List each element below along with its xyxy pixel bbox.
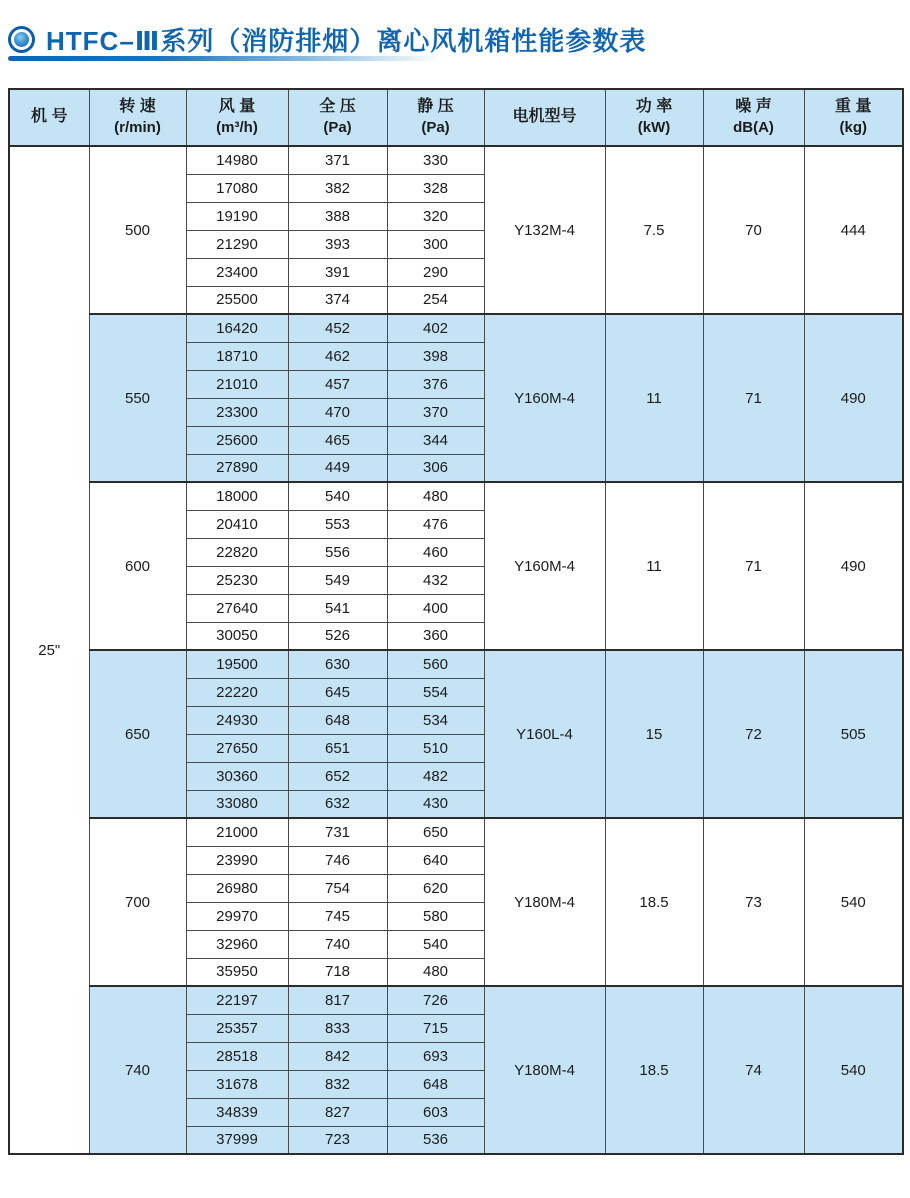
total-pressure-cell: 754: [288, 874, 387, 902]
speed-cell: 740: [89, 986, 186, 1154]
total-pressure-cell: 842: [288, 1042, 387, 1070]
column-header: 电机型号: [484, 89, 605, 146]
page-title-row: [8, 21, 646, 58]
static-pressure-cell: 328: [387, 174, 484, 202]
static-pressure-cell: 603: [387, 1098, 484, 1126]
total-pressure-cell: 540: [288, 482, 387, 510]
air-volume-cell: 22220: [186, 678, 288, 706]
total-pressure-cell: 374: [288, 286, 387, 314]
column-header: 机 号: [9, 89, 89, 146]
weight-cell: 490: [804, 482, 903, 650]
speed-cell: 650: [89, 650, 186, 818]
motor-model-cell: Y180M-4: [484, 986, 605, 1154]
static-pressure-cell: 510: [387, 734, 484, 762]
table-header: [9, 89, 903, 146]
air-volume-cell: 30360: [186, 762, 288, 790]
air-volume-cell: 31678: [186, 1070, 288, 1098]
total-pressure-cell: 723: [288, 1126, 387, 1154]
column-header: 风 量 (m³/h): [186, 89, 288, 146]
total-pressure-cell: 648: [288, 706, 387, 734]
weight-cell: 444: [804, 146, 903, 314]
noise-cell: 70: [703, 146, 804, 314]
motor-model-cell: Y160M-4: [484, 482, 605, 650]
table-row: [9, 146, 903, 174]
speed-cell: 550: [89, 314, 186, 482]
power-cell: 7.5: [605, 146, 703, 314]
total-pressure-cell: 549: [288, 566, 387, 594]
air-volume-cell: 23400: [186, 258, 288, 286]
noise-cell: 73: [703, 818, 804, 986]
static-pressure-cell: 360: [387, 622, 484, 650]
air-volume-cell: 22820: [186, 538, 288, 566]
air-volume-cell: 25357: [186, 1014, 288, 1042]
static-pressure-cell: 640: [387, 846, 484, 874]
power-cell: 18.5: [605, 818, 703, 986]
total-pressure-cell: 652: [288, 762, 387, 790]
weight-cell: 505: [804, 650, 903, 818]
air-volume-cell: 23990: [186, 846, 288, 874]
motor-model-cell: Y160L-4: [484, 650, 605, 818]
air-volume-cell: 21290: [186, 230, 288, 258]
air-volume-cell: 32960: [186, 930, 288, 958]
total-pressure-cell: 371: [288, 146, 387, 174]
air-volume-cell: 29970: [186, 902, 288, 930]
total-pressure-cell: 526: [288, 622, 387, 650]
total-pressure-cell: 740: [288, 930, 387, 958]
total-pressure-cell: 731: [288, 818, 387, 846]
total-pressure-cell: 452: [288, 314, 387, 342]
table-row: [9, 986, 903, 1014]
total-pressure-cell: 462: [288, 342, 387, 370]
static-pressure-cell: 402: [387, 314, 484, 342]
total-pressure-cell: 630: [288, 650, 387, 678]
total-pressure-cell: 833: [288, 1014, 387, 1042]
air-volume-cell: 16420: [186, 314, 288, 342]
air-volume-cell: 37999: [186, 1126, 288, 1154]
static-pressure-cell: 560: [387, 650, 484, 678]
total-pressure-cell: 553: [288, 510, 387, 538]
column-header: 转 速 (r/min): [89, 89, 186, 146]
motor-model-cell: Y160M-4: [484, 314, 605, 482]
header-row: [9, 89, 903, 146]
static-pressure-cell: 650: [387, 818, 484, 846]
title-underline-rule: [8, 56, 442, 61]
static-pressure-cell: 620: [387, 874, 484, 902]
static-pressure-cell: 580: [387, 902, 484, 930]
column-header: 全 压 (Pa): [288, 89, 387, 146]
double-circle-bullet-icon: [8, 26, 35, 53]
static-pressure-cell: 476: [387, 510, 484, 538]
total-pressure-cell: 541: [288, 594, 387, 622]
static-pressure-cell: 330: [387, 146, 484, 174]
speed-cell: 700: [89, 818, 186, 986]
table-row: [9, 482, 903, 510]
air-volume-cell: 25600: [186, 426, 288, 454]
static-pressure-cell: 400: [387, 594, 484, 622]
air-volume-cell: 19500: [186, 650, 288, 678]
noise-cell: 71: [703, 314, 804, 482]
total-pressure-cell: 393: [288, 230, 387, 258]
total-pressure-cell: 556: [288, 538, 387, 566]
air-volume-cell: 20410: [186, 510, 288, 538]
total-pressure-cell: 718: [288, 958, 387, 986]
noise-cell: 72: [703, 650, 804, 818]
static-pressure-cell: 430: [387, 790, 484, 818]
column-header: 功 率 (kW): [605, 89, 703, 146]
total-pressure-cell: 651: [288, 734, 387, 762]
air-volume-cell: 17080: [186, 174, 288, 202]
static-pressure-cell: 432: [387, 566, 484, 594]
total-pressure-cell: 827: [288, 1098, 387, 1126]
static-pressure-cell: 693: [387, 1042, 484, 1070]
total-pressure-cell: 746: [288, 846, 387, 874]
static-pressure-cell: 480: [387, 958, 484, 986]
air-volume-cell: 21000: [186, 818, 288, 846]
air-volume-cell: 27890: [186, 454, 288, 482]
air-volume-cell: 18710: [186, 342, 288, 370]
air-volume-cell: 34839: [186, 1098, 288, 1126]
speed-cell: 500: [89, 146, 186, 314]
static-pressure-cell: 648: [387, 1070, 484, 1098]
table-body: [9, 146, 903, 1154]
air-volume-cell: 35950: [186, 958, 288, 986]
total-pressure-cell: 388: [288, 202, 387, 230]
air-volume-cell: 28518: [186, 1042, 288, 1070]
static-pressure-cell: 306: [387, 454, 484, 482]
air-volume-cell: 30050: [186, 622, 288, 650]
table-row: [9, 314, 903, 342]
static-pressure-cell: 726: [387, 986, 484, 1014]
static-pressure-cell: 254: [387, 286, 484, 314]
total-pressure-cell: 632: [288, 790, 387, 818]
air-volume-cell: 19190: [186, 202, 288, 230]
air-volume-cell: 22197: [186, 986, 288, 1014]
static-pressure-cell: 480: [387, 482, 484, 510]
total-pressure-cell: 449: [288, 454, 387, 482]
static-pressure-cell: 482: [387, 762, 484, 790]
speed-cell: 600: [89, 482, 186, 650]
motor-model-cell: Y180M-4: [484, 818, 605, 986]
static-pressure-cell: 344: [387, 426, 484, 454]
machine-no-cell: 25": [9, 146, 89, 1154]
total-pressure-cell: 465: [288, 426, 387, 454]
weight-cell: 490: [804, 314, 903, 482]
page-title: HTFC–Ⅲ系列（消防排烟）离心风机箱性能参数表: [46, 26, 647, 56]
air-volume-cell: 23300: [186, 398, 288, 426]
air-volume-cell: 21010: [186, 370, 288, 398]
weight-cell: 540: [804, 986, 903, 1154]
column-header: 噪 声 dB(A): [703, 89, 804, 146]
air-volume-cell: 25230: [186, 566, 288, 594]
power-cell: 18.5: [605, 986, 703, 1154]
total-pressure-cell: 832: [288, 1070, 387, 1098]
static-pressure-cell: 715: [387, 1014, 484, 1042]
air-volume-cell: 25500: [186, 286, 288, 314]
air-volume-cell: 18000: [186, 482, 288, 510]
table-row: [9, 650, 903, 678]
air-volume-cell: 33080: [186, 790, 288, 818]
static-pressure-cell: 290: [387, 258, 484, 286]
noise-cell: 71: [703, 482, 804, 650]
static-pressure-cell: 300: [387, 230, 484, 258]
static-pressure-cell: 534: [387, 706, 484, 734]
power-cell: 11: [605, 314, 703, 482]
static-pressure-cell: 536: [387, 1126, 484, 1154]
total-pressure-cell: 645: [288, 678, 387, 706]
total-pressure-cell: 391: [288, 258, 387, 286]
column-header: 静 压 (Pa): [387, 89, 484, 146]
static-pressure-cell: 540: [387, 930, 484, 958]
weight-cell: 540: [804, 818, 903, 986]
total-pressure-cell: 457: [288, 370, 387, 398]
static-pressure-cell: 398: [387, 342, 484, 370]
total-pressure-cell: 470: [288, 398, 387, 426]
table-row: [9, 818, 903, 846]
air-volume-cell: 24930: [186, 706, 288, 734]
power-cell: 15: [605, 650, 703, 818]
air-volume-cell: 27650: [186, 734, 288, 762]
static-pressure-cell: 370: [387, 398, 484, 426]
air-volume-cell: 14980: [186, 146, 288, 174]
static-pressure-cell: 376: [387, 370, 484, 398]
total-pressure-cell: 817: [288, 986, 387, 1014]
power-cell: 11: [605, 482, 703, 650]
static-pressure-cell: 320: [387, 202, 484, 230]
air-volume-cell: 27640: [186, 594, 288, 622]
column-header: 重 量 (kg): [804, 89, 903, 146]
noise-cell: 74: [703, 986, 804, 1154]
air-volume-cell: 26980: [186, 874, 288, 902]
motor-model-cell: Y132M-4: [484, 146, 605, 314]
static-pressure-cell: 460: [387, 538, 484, 566]
total-pressure-cell: 745: [288, 902, 387, 930]
static-pressure-cell: 554: [387, 678, 484, 706]
total-pressure-cell: 382: [288, 174, 387, 202]
performance-parameters-table: [8, 88, 904, 1155]
